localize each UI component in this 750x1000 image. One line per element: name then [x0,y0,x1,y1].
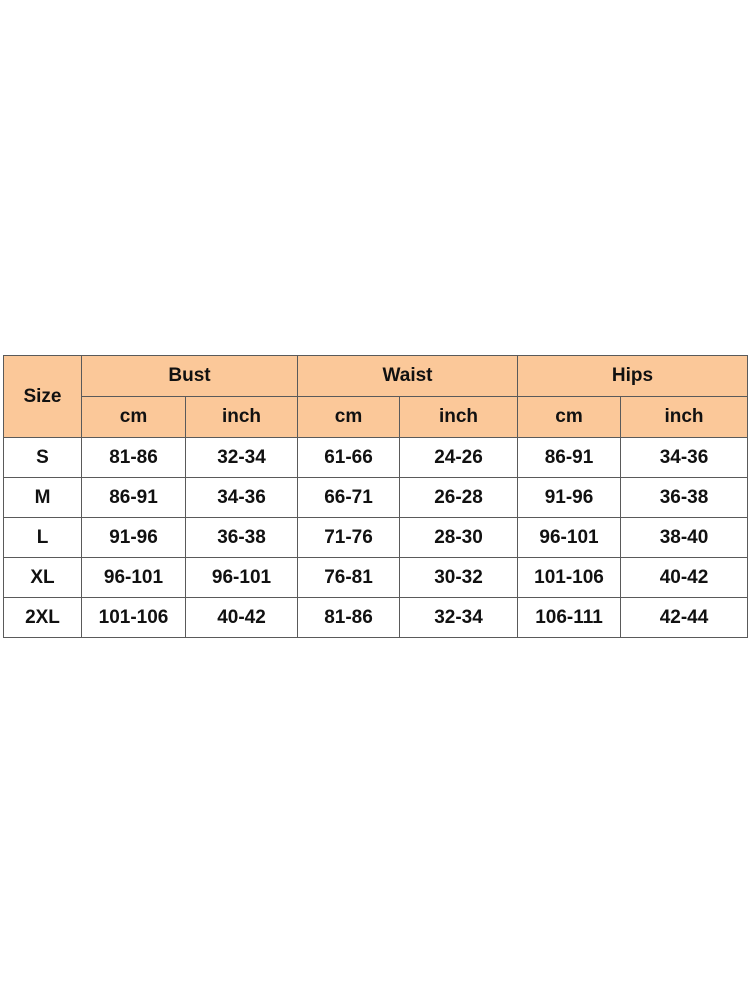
measurement-cell: 81-86 [298,598,400,638]
unit-header: inch [621,397,748,438]
waist-header: Waist [298,356,518,397]
size-cell: XL [4,558,82,598]
table-row [4,478,748,518]
measurement-cell: 40-42 [186,598,298,638]
measurement-cell: 32-34 [400,598,518,638]
measurement-cell: 38-40 [621,518,748,558]
table-row [4,438,748,478]
measurement-cell: 24-26 [400,438,518,478]
header-row-units [4,397,748,438]
measurement-cell: 81-86 [82,438,186,478]
size-chart-table [3,355,748,638]
measurement-cell: 96-101 [518,518,621,558]
unit-header: inch [186,397,298,438]
size-header: Size [4,356,82,438]
bust-header: Bust [82,356,298,397]
measurement-cell: 61-66 [298,438,400,478]
measurement-cell: 91-96 [82,518,186,558]
measurement-cell: 32-34 [186,438,298,478]
measurement-cell: 66-71 [298,478,400,518]
measurement-cell: 71-76 [298,518,400,558]
measurement-cell: 30-32 [400,558,518,598]
measurement-cell: 36-38 [621,478,748,518]
unit-header: cm [298,397,400,438]
measurement-cell: 26-28 [400,478,518,518]
measurement-cell: 76-81 [298,558,400,598]
size-rows [4,438,748,638]
measurement-cell: 106-111 [518,598,621,638]
measurement-cell: 91-96 [518,478,621,518]
measurement-cell: 34-36 [186,478,298,518]
size-cell: 2XL [4,598,82,638]
measurement-cell: 86-91 [518,438,621,478]
header-row-groups [4,356,748,397]
unit-header: cm [518,397,621,438]
measurement-cell: 40-42 [621,558,748,598]
measurement-cell: 96-101 [82,558,186,598]
table-row [4,518,748,558]
measurement-cell: 34-36 [621,438,748,478]
measurement-cell: 28-30 [400,518,518,558]
measurement-cell: 101-106 [518,558,621,598]
table-row [4,598,748,638]
unit-header: cm [82,397,186,438]
table-row [4,558,748,598]
unit-header: inch [400,397,518,438]
size-cell: M [4,478,82,518]
size-cell: S [4,438,82,478]
hips-header: Hips [518,356,748,397]
size-cell: L [4,518,82,558]
measurement-cell: 42-44 [621,598,748,638]
measurement-cell: 96-101 [186,558,298,598]
measurement-cell: 86-91 [82,478,186,518]
measurement-cell: 101-106 [82,598,186,638]
measurement-cell: 36-38 [186,518,298,558]
